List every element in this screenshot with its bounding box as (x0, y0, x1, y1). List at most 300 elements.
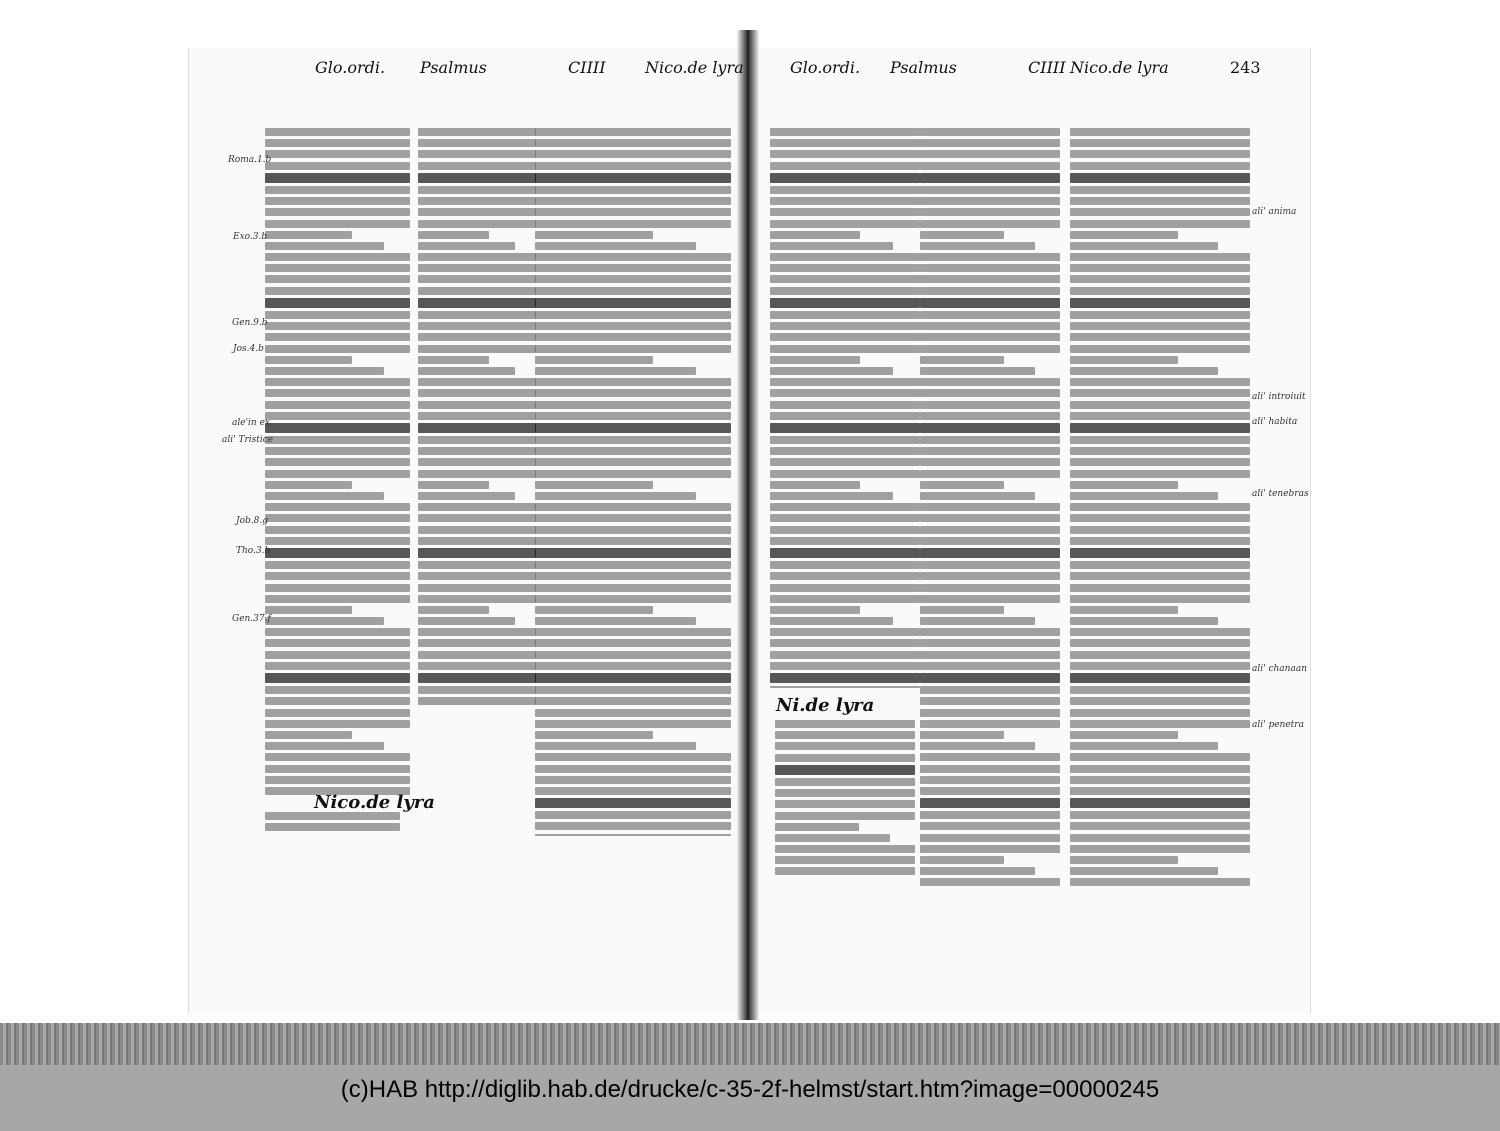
text-line (920, 798, 1060, 808)
text-line (920, 367, 1035, 375)
text-line (1070, 242, 1218, 250)
text-line (770, 458, 920, 466)
text-line (1070, 878, 1250, 886)
text-line (1070, 253, 1250, 261)
text-line (775, 800, 915, 808)
text-line (418, 606, 489, 614)
text-line (535, 423, 731, 433)
text-line (920, 595, 1060, 603)
text-line (1070, 470, 1250, 478)
margin-note: ale'in ex (232, 418, 270, 428)
text-line (265, 311, 410, 319)
text-line (770, 208, 920, 216)
text-line (265, 686, 410, 694)
text-line (535, 401, 731, 409)
text-line (265, 617, 384, 625)
text-line (920, 548, 1060, 558)
text-line (920, 197, 1060, 205)
text-line (265, 662, 410, 670)
text-line (265, 298, 410, 308)
text-line (920, 503, 1060, 511)
text-line (770, 150, 920, 158)
text-line (265, 561, 410, 569)
text-line (418, 584, 536, 592)
text-line (535, 628, 731, 636)
text-line (920, 231, 1004, 239)
left-page-lower-column (265, 812, 400, 842)
text-line (1070, 173, 1250, 183)
text-line (775, 834, 890, 842)
text-line (535, 447, 731, 455)
left-header-gloss: Glo.ordi. (315, 58, 386, 77)
text-line (770, 548, 920, 558)
text-line (920, 514, 1060, 522)
text-line (1070, 197, 1250, 205)
text-line (418, 242, 515, 250)
text-line (920, 378, 1060, 386)
text-line (418, 186, 536, 194)
text-line (535, 686, 731, 694)
text-line (920, 834, 1060, 842)
text-line (1070, 231, 1178, 239)
text-line (920, 220, 1060, 228)
text-line (1070, 628, 1250, 636)
text-line (265, 697, 410, 705)
text-line (418, 617, 515, 625)
text-line (418, 639, 536, 647)
text-line (770, 197, 920, 205)
text-line (535, 264, 731, 272)
text-line (535, 458, 731, 466)
text-line (535, 584, 731, 592)
text-line (1070, 720, 1250, 728)
text-line (535, 150, 731, 158)
text-line (535, 561, 731, 569)
text-line (265, 220, 410, 228)
text-line (1070, 298, 1250, 308)
text-line (775, 754, 915, 762)
text-line (418, 345, 536, 353)
text-line (418, 231, 489, 239)
text-line (265, 173, 410, 183)
text-line (535, 208, 731, 216)
text-line (770, 275, 920, 283)
text-line (265, 628, 410, 636)
text-line (1070, 139, 1250, 147)
text-line (535, 322, 731, 330)
text-line (418, 514, 536, 522)
text-line (265, 378, 410, 386)
text-line (770, 423, 920, 433)
text-line (1070, 492, 1218, 500)
right-header-page-number: 243 (1230, 58, 1261, 77)
text-line (535, 811, 731, 819)
text-line (920, 128, 1060, 136)
text-line (920, 720, 1060, 728)
text-line (535, 776, 731, 784)
text-line (920, 264, 1060, 272)
text-line (775, 823, 859, 831)
text-line (265, 812, 400, 820)
text-line (920, 845, 1060, 853)
text-line (265, 253, 410, 261)
text-line (920, 765, 1060, 773)
text-line (535, 367, 696, 375)
text-line (535, 834, 731, 836)
text-line (920, 572, 1060, 580)
text-line (418, 253, 536, 261)
margin-note: ali' penetra (1252, 720, 1304, 730)
text-line (775, 789, 915, 797)
left-page-main-column (418, 128, 536, 708)
text-line (418, 162, 536, 170)
margin-note: ali' introiuit (1252, 392, 1306, 402)
text-line (770, 436, 920, 444)
text-line (920, 186, 1060, 194)
text-line (265, 470, 410, 478)
text-line (770, 662, 920, 670)
text-line (265, 208, 410, 216)
text-line (1070, 709, 1250, 717)
text-line (920, 731, 1004, 739)
text-line (265, 742, 384, 750)
right-header-author: Nico.de lyra (1070, 58, 1169, 77)
text-line (418, 128, 536, 136)
text-line (770, 470, 920, 478)
text-line (418, 628, 536, 636)
text-line (1070, 333, 1250, 341)
text-line (770, 628, 920, 636)
text-line (265, 345, 410, 353)
text-line (770, 606, 860, 614)
text-line (770, 572, 920, 580)
text-line (418, 150, 536, 158)
text-line (418, 537, 536, 545)
text-line (1070, 423, 1250, 433)
book-gutter (737, 30, 759, 1020)
text-line (535, 548, 731, 558)
text-line (535, 720, 731, 728)
text-line (535, 526, 731, 534)
margin-note: Tho.3.b (236, 546, 271, 556)
text-line (1070, 798, 1250, 808)
text-line (920, 686, 1060, 694)
text-line (1070, 208, 1250, 216)
text-line (418, 686, 536, 694)
text-line (1070, 537, 1250, 545)
text-line (1070, 311, 1250, 319)
text-line (775, 731, 915, 739)
text-line (1070, 367, 1218, 375)
text-line (770, 333, 920, 341)
text-line (535, 412, 731, 420)
text-line (535, 572, 731, 580)
text-line (265, 537, 410, 545)
text-line (418, 401, 536, 409)
text-line (1070, 548, 1250, 558)
text-line (770, 481, 860, 489)
text-line (265, 548, 410, 558)
text-line (535, 197, 731, 205)
text-line (418, 356, 489, 364)
text-line (920, 322, 1060, 330)
text-line (770, 287, 920, 295)
text-line (1070, 150, 1250, 158)
text-line (920, 822, 1060, 830)
text-line (265, 231, 352, 239)
text-line (1070, 572, 1250, 580)
text-line (770, 220, 920, 228)
text-line (418, 548, 536, 558)
text-line (770, 514, 920, 522)
text-line (1070, 345, 1250, 353)
text-line (770, 526, 920, 534)
text-line (920, 275, 1060, 283)
text-line (535, 709, 731, 717)
text-line (418, 572, 536, 580)
text-line (1070, 162, 1250, 170)
text-line (418, 412, 536, 420)
text-line (775, 778, 915, 786)
text-line (920, 345, 1060, 353)
scan-edge-strip (0, 1023, 1500, 1065)
text-line (920, 673, 1060, 683)
text-line (1070, 686, 1250, 694)
text-line (1070, 412, 1250, 420)
text-line (770, 503, 920, 511)
text-line (775, 812, 915, 820)
text-line (1070, 458, 1250, 466)
text-line (1070, 447, 1250, 455)
text-line (418, 436, 536, 444)
text-line (920, 436, 1060, 444)
text-line (775, 742, 915, 750)
text-line (265, 423, 410, 433)
text-line (418, 481, 489, 489)
text-line (920, 584, 1060, 592)
text-line (1070, 673, 1250, 683)
margin-note: Gen.9.b (232, 318, 268, 328)
text-line (535, 253, 731, 261)
text-line (535, 798, 731, 808)
text-line (265, 458, 410, 466)
text-line (920, 639, 1060, 647)
text-line (418, 333, 536, 341)
text-line (535, 128, 731, 136)
text-line (265, 526, 410, 534)
margin-note: ali' anima (1252, 207, 1297, 217)
text-line (535, 378, 731, 386)
text-line (265, 481, 352, 489)
text-line (418, 470, 536, 478)
text-line (775, 845, 915, 853)
text-line (920, 776, 1060, 784)
text-line (265, 186, 410, 194)
text-line (1070, 787, 1250, 795)
text-line (535, 651, 731, 659)
text-line (418, 561, 536, 569)
text-line (770, 322, 920, 330)
text-line (535, 186, 731, 194)
text-line (770, 173, 920, 183)
text-line (418, 595, 536, 603)
text-line (770, 639, 920, 647)
text-line (920, 526, 1060, 534)
text-line (1070, 776, 1250, 784)
text-line (535, 298, 731, 308)
text-line (1070, 322, 1250, 330)
text-line (920, 287, 1060, 295)
text-line (265, 197, 410, 205)
text-line (535, 162, 731, 170)
text-line (775, 765, 915, 775)
left-page-gloss-column-outer (265, 128, 410, 796)
text-line (535, 606, 653, 614)
text-line (770, 389, 920, 397)
text-line (265, 412, 410, 420)
text-line (265, 492, 384, 500)
text-line (770, 253, 920, 261)
text-line (265, 333, 410, 341)
text-line (535, 765, 731, 773)
text-line (775, 856, 915, 864)
text-line (535, 275, 731, 283)
text-line (770, 311, 920, 319)
text-line (920, 423, 1060, 433)
text-line (770, 561, 920, 569)
right-subhead-ni-de-lyra: Ni.de lyra (776, 695, 875, 716)
text-line (535, 617, 696, 625)
text-line (1070, 595, 1250, 603)
text-line (418, 423, 536, 433)
text-line (920, 787, 1060, 795)
margin-note: Gen.37.f (232, 614, 271, 624)
text-line (920, 856, 1004, 864)
text-line (920, 742, 1035, 750)
right-page-main-column (920, 128, 1060, 888)
text-line (418, 208, 536, 216)
text-line (920, 173, 1060, 183)
text-line (770, 686, 920, 688)
text-line (1070, 220, 1250, 228)
text-line (770, 367, 893, 375)
text-line (418, 220, 536, 228)
text-line (265, 709, 410, 717)
text-line (418, 322, 536, 330)
text-line (920, 333, 1060, 341)
text-line (535, 742, 696, 750)
text-line (418, 264, 536, 272)
text-line (535, 470, 731, 478)
text-line (265, 731, 352, 739)
text-line (535, 639, 731, 647)
text-line (1070, 867, 1218, 875)
text-line (265, 572, 410, 580)
text-line (1070, 514, 1250, 522)
text-line (1070, 186, 1250, 194)
text-line (920, 242, 1035, 250)
text-line (535, 537, 731, 545)
margin-note: ali' Tristice (222, 435, 274, 445)
text-line (770, 401, 920, 409)
text-line (920, 401, 1060, 409)
text-line (920, 662, 1060, 670)
text-line (770, 356, 860, 364)
text-line (1070, 128, 1250, 136)
text-line (265, 139, 410, 147)
text-line (1070, 503, 1250, 511)
text-line (1070, 811, 1250, 819)
text-line (265, 150, 410, 158)
text-line (920, 162, 1060, 170)
text-line (265, 720, 410, 728)
text-line (265, 753, 410, 761)
text-line (535, 231, 653, 239)
text-line (770, 595, 920, 603)
left-header-author: Nico.de lyra (645, 58, 744, 77)
text-line (1070, 753, 1250, 761)
text-line (770, 128, 920, 136)
text-line (1070, 389, 1250, 397)
right-page-gloss-column-inner (770, 128, 920, 688)
text-line (770, 242, 893, 250)
text-line (770, 345, 920, 353)
text-line (535, 389, 731, 397)
text-line (265, 162, 410, 170)
text-line (265, 503, 410, 511)
text-line (920, 253, 1060, 261)
text-line (265, 264, 410, 272)
text-line (535, 436, 731, 444)
text-line (1070, 481, 1178, 489)
text-line (1070, 742, 1218, 750)
text-line (535, 503, 731, 511)
text-line (770, 584, 920, 592)
text-line (265, 639, 410, 647)
text-line (770, 447, 920, 455)
text-line (775, 720, 915, 728)
text-line (265, 389, 410, 397)
text-line (265, 322, 410, 330)
text-line (265, 128, 410, 136)
text-line (920, 709, 1060, 717)
text-line (920, 492, 1035, 500)
text-line (418, 275, 536, 283)
text-line (418, 651, 536, 659)
text-line (920, 389, 1060, 397)
text-line (535, 173, 731, 183)
text-line (535, 481, 653, 489)
left-header-number: CIIII (568, 58, 606, 77)
text-line (1070, 856, 1178, 864)
text-line (920, 867, 1035, 875)
text-line (1070, 378, 1250, 386)
text-line (1070, 287, 1250, 295)
text-line (535, 697, 731, 705)
text-line (1070, 606, 1178, 614)
text-line (418, 367, 515, 375)
text-line (1070, 264, 1250, 272)
right-header-gloss: Glo.ordi. (790, 58, 861, 77)
text-line (920, 470, 1060, 478)
right-header-number: CIIII (1028, 58, 1066, 77)
margin-note: Exo.3.b (233, 232, 268, 242)
text-line (418, 389, 536, 397)
text-line (535, 822, 731, 830)
text-line (1070, 526, 1250, 534)
text-line (535, 333, 731, 341)
text-line (535, 220, 731, 228)
